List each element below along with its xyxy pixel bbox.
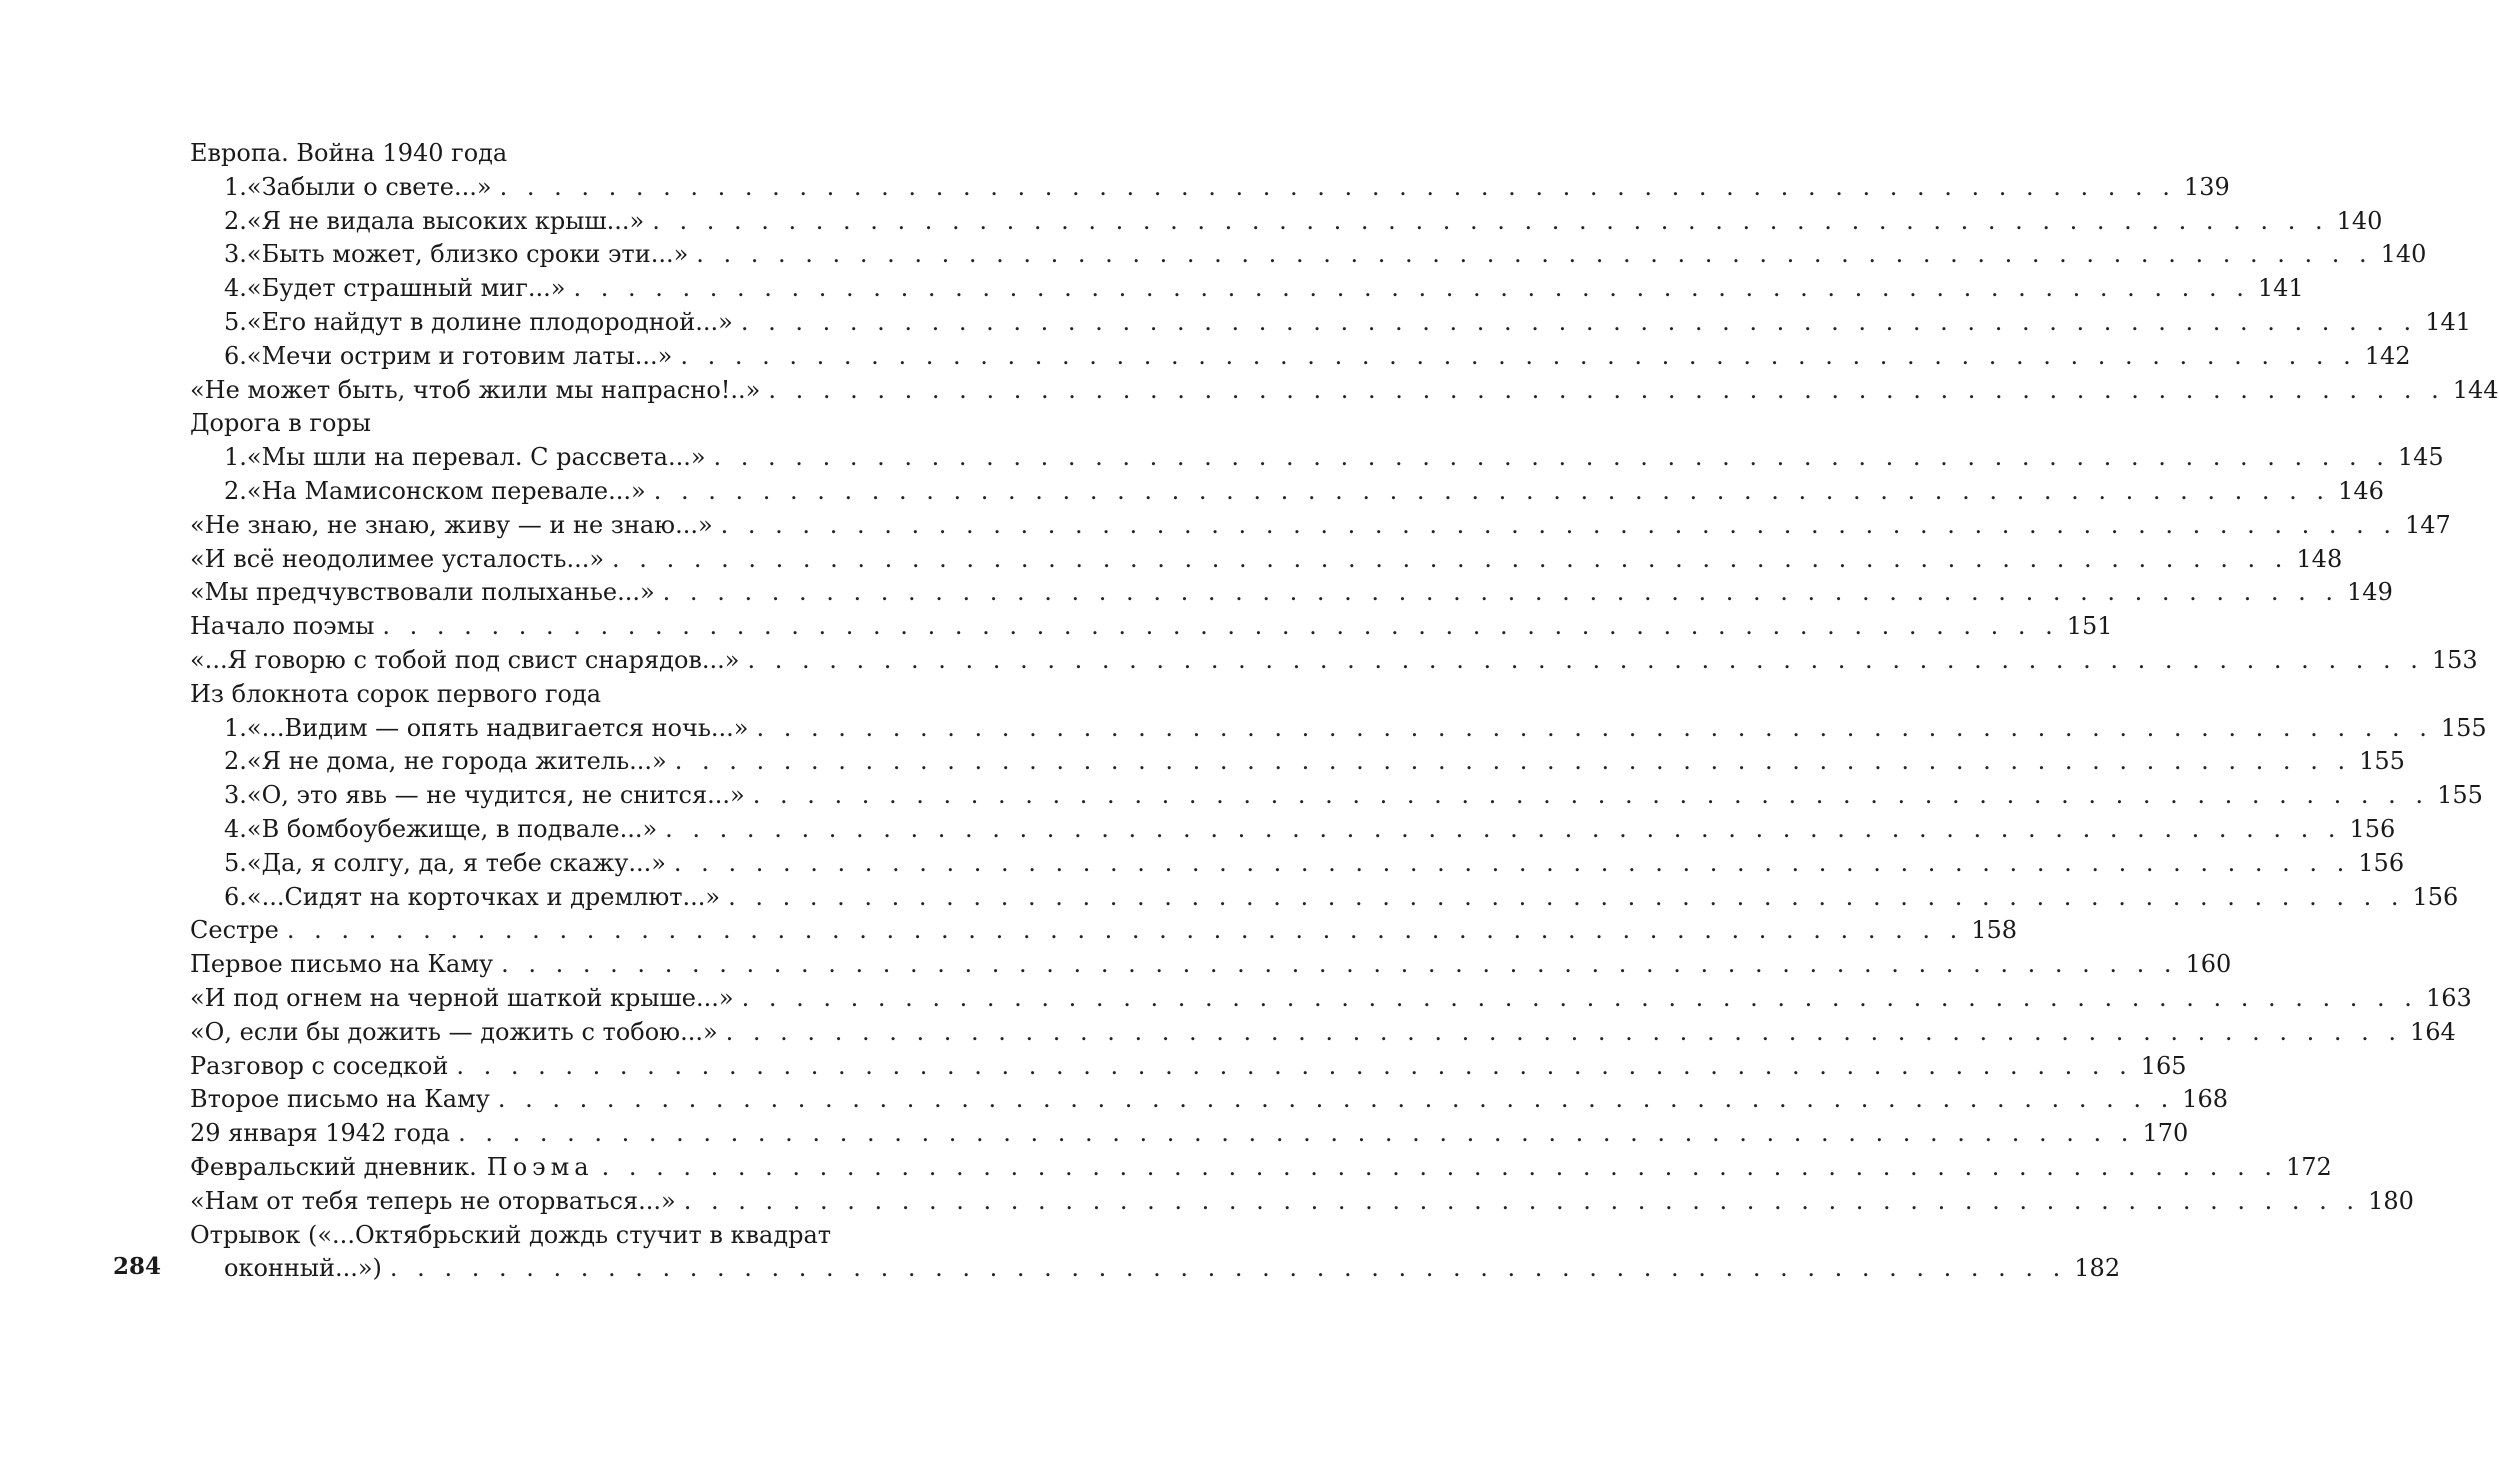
toc-entry — [190, 1219, 884, 1253]
toc-entry — [190, 509, 2451, 543]
toc-entry-page: 163 — [2425, 983, 2472, 1012]
toc-entry-number: 1. — [224, 172, 247, 201]
toc-entry-page: 164 — [2410, 1017, 2456, 1046]
toc-entry — [190, 306, 2471, 340]
toc-entry-title: «На Мамисонском перевале...» — [246, 476, 646, 505]
toc-entry-title: Второе письмо на Каму — [190, 1085, 490, 1114]
toc-entry-title: «Забыли о свете...» — [246, 172, 492, 201]
toc-entry-page: 158 — [1971, 916, 2018, 945]
toc-entry-page: 147 — [2405, 510, 2451, 539]
dot-leader: . . . . . . . . . . . . . . . . . . . . . . . . . . . . . . . . . . . . . . . . . . . . . . . . . . . . . . . . . . . . . . — [673, 848, 2351, 877]
toc-entry-number: 2. — [224, 747, 247, 776]
toc-entry-page: 148 — [2296, 544, 2343, 573]
toc-entry-title: «И под огнем на черной шаткой крыше...» — [190, 983, 734, 1012]
toc-entry — [190, 881, 2459, 915]
toc-entry-title: оконный...») — [224, 1254, 382, 1283]
toc-entry-title: «Быть может, близко сроки эти...» — [246, 240, 689, 269]
toc-entry-title: «Я не дома, не города житель...» — [246, 747, 667, 776]
toc-entry-title: «Будет страшный миг...» — [246, 274, 566, 303]
toc-entry — [190, 340, 2411, 374]
toc-entry-page: 142 — [2364, 341, 2411, 370]
toc-entry — [190, 1117, 2189, 1151]
toc-entry-page: 160 — [2185, 950, 2232, 979]
dot-leader: . . . . . . . . . . . . . . . . . . . . . . . . . . . . . . . . . . . . . . . . . . . . . . . . . . . . . . . . . . . . . . — [389, 1254, 2067, 1283]
dot-leader: . . . . . . . . . . . . . . . . . . . . . . . . . . . . . . . . . . . . . . . . . . . . . . . . . . . . . . . . . . . . . . — [665, 814, 2342, 843]
toc-entry-title: Разговор с соседкой — [190, 1051, 449, 1080]
toc-entry — [190, 137, 884, 171]
toc-entry — [190, 374, 2499, 408]
table-of-contents — [190, 137, 2499, 1286]
toc-entry-page: 141 — [2425, 307, 2471, 336]
dot-leader: . . . . . . . . . . . . . . . . . . . . . . . . . . . . . . . . . . . . . . . . . . . . . . . . . . . . . . . . . . . . . . — [662, 578, 2340, 607]
toc-entry-number: 1. — [224, 443, 247, 472]
toc-entry-title: «Да, я солгу, да, я тебе скажу...» — [246, 848, 666, 877]
toc-entry-number: 4. — [224, 814, 247, 843]
toc-entry — [190, 1083, 2229, 1117]
toc-entry-number: 2. — [224, 206, 247, 235]
toc-entry-page: 156 — [2358, 848, 2405, 877]
toc-entry-page: 141 — [2257, 274, 2304, 303]
toc-entry-page: 170 — [2142, 1119, 2189, 1148]
toc-entry-page: 144 — [2452, 375, 2499, 404]
toc-entry — [190, 1016, 2456, 1050]
dot-leader: . . . . . . . . . . . . . . . . . . . . . . . . . . . . . . . . . . . . . . . . . . . . . . . . . . . . . . . . . . . . . . — [752, 781, 2430, 810]
toc-entry-title: «В бомбоубежище, в подвале...» — [246, 814, 658, 843]
toc-entry-title: Начало поэмы — [190, 612, 375, 641]
toc-entry — [190, 1185, 2414, 1219]
toc-entry-number: 3. — [224, 781, 247, 810]
toc-entry-title: «И всё неодолимее усталость...» — [190, 544, 605, 573]
toc-entry-title: «Мечи острим и готовим латы...» — [246, 341, 673, 370]
toc-entry — [190, 779, 2483, 813]
dot-leader: . . . . . . . . . . . . . . . . . . . . . . . . . . . . . . . . . . . . . . . . . . . . . . . . . . . . . . . . . . . . . . — [741, 983, 2418, 1012]
toc-entry — [190, 171, 2230, 205]
toc-entry-page: 149 — [2347, 578, 2393, 607]
toc-entry-title: «О, если бы дожить — дожить с тобою...» — [190, 1017, 718, 1046]
toc-entry — [190, 441, 2444, 475]
toc-entry-title: 29 января 1942 года — [190, 1119, 451, 1148]
toc-entry-page: 151 — [2066, 612, 2113, 641]
toc-entry-page: 168 — [2182, 1085, 2229, 1114]
toc-entry-title: «...Сидят на корточках и дремлют...» — [246, 882, 721, 911]
toc-entry — [190, 1252, 2121, 1286]
dot-leader: . . . . . . . . . . . . . . . . . . . . . . . . . . . . . . . . . . . . . . . . . . . . . . . . . . . . . . . . . . . . . . — [499, 172, 2176, 201]
toc-entry-title: «Не знаю, не знаю, живу — и не знаю...» — [190, 510, 713, 539]
toc-entry-title: «Не может быть, чтоб жили мы напрасно!..» — [190, 375, 761, 404]
dot-leader: . . . . . . . . . . . . . . . . . . . . . . . . . . . . . . . . . . . . . . . . . . . . . . . . . . . . . . . . . . . . . . — [683, 1186, 2361, 1215]
toc-entry-number: 1. — [224, 713, 247, 742]
toc-entry-page: 153 — [2431, 645, 2478, 674]
dot-leader: . . . . . . . . . . . . . . . . . . . . . . . . . . . . . . . . . . . . . . . . . . . . . . . . . . . . . . . . . . . . . . — [747, 645, 2424, 674]
dot-leader: . . . . . . . . . . . . . . . . . . . . . . . . . . . . . . . . . . . . . . . . . . . . . . . . . . . . . . . . . . . . . . — [456, 1051, 2133, 1080]
dot-leader: . . . . . . . . . . . . . . . . . . . . . . . . . . . . . . . . . . . . . . . . . . . . . . . . . . . . . . . . . . . . . . — [601, 1152, 2278, 1181]
toc-entry-page: 155 — [2440, 713, 2487, 742]
dot-leader: . . . . . . . . . . . . . . . . . . . . . . . . . . . . . . . . . . . . . . . . . . . . . . . . . . . . . . . . . . . . . . — [458, 1119, 2135, 1148]
dot-leader: . . . . . . . . . . . . . . . . . . . . . . . . . . . . . . . . . . . . . . . . . . . . . . . . . . . . . . . . . . . . . . — [612, 544, 2289, 573]
toc-entry-page: 140 — [2380, 240, 2427, 269]
toc-entry-title: Отрывок («...Октябрьский дождь стучит в квадрат — [190, 1220, 832, 1249]
toc-entry-title: Первое письмо на Каму — [190, 950, 494, 979]
dot-leader: . . . . . . . . . . . . . . . . . . . . . . . . . . . . . . . . . . . . . . . . . . . . . . . . . . . . . . . . . . . . . . — [725, 1017, 2403, 1046]
toc-entry-title: «...Видим — опять надвигается ночь...» — [246, 713, 749, 742]
toc-entry-title: Европа. Война 1940 года — [190, 139, 508, 167]
dot-leader: . . . . . . . . . . . . . . . . . . . . . . . . . . . . . . . . . . . . . . . . . . . . . . . . . . . . . . . . . . . . . . — [497, 1085, 2175, 1114]
toc-entry-number: 3. — [224, 240, 247, 269]
dot-leader: . . . . . . . . . . . . . . . . . . . . . . . . . . . . . . . . . . . . . . . . . . . . . . . . . . . . . . . . . . . . . . — [768, 375, 2445, 404]
toc-entry — [190, 475, 2384, 509]
dot-leader: . . . . . . . . . . . . . . . . . . . . . . . . . . . . . . . . . . . . . . . . . . . . . . . . . . . . . . . . . . . . . . — [652, 206, 2329, 235]
toc-entry — [190, 238, 2427, 272]
toc-entry-number: 6. — [224, 341, 247, 370]
toc-entry-page: 146 — [2338, 476, 2384, 505]
toc-entry — [190, 948, 2232, 982]
toc-entry — [190, 982, 2472, 1016]
dot-leader: . . . . . . . . . . . . . . . . . . . . . . . . . . . . . . . . . . . . . . . . . . . . . . . . . . . . . . . . . . . . . . — [740, 307, 2418, 336]
toc-entry-title: «О, это явь — не чудится, не снится...» — [246, 781, 745, 810]
toc-entry-number: 5. — [224, 848, 247, 877]
toc-entry-page: 156 — [2412, 882, 2459, 911]
toc-entry — [190, 914, 2018, 948]
toc-entry-title: «Нам от тебя теперь не оторваться...» — [190, 1186, 676, 1215]
toc-entry-page: 155 — [2437, 781, 2483, 810]
toc-entry-title: «Его найдут в долине плодородной...» — [246, 307, 733, 336]
toc-entry-number: 6. — [224, 882, 247, 911]
toc-entry-page: 180 — [2368, 1186, 2414, 1215]
toc-entry-title: Из блокнота сорок первого года — [190, 679, 602, 708]
toc-entry-page: 182 — [2074, 1254, 2121, 1283]
toc-entry — [190, 1151, 2332, 1185]
toc-entry-title: «Мы шли на перевал. С рассвета...» — [246, 443, 706, 472]
toc-entry — [190, 407, 884, 441]
toc-entry — [190, 610, 2113, 644]
toc-entry-page: 145 — [2397, 443, 2444, 472]
toc-entry-page: 172 — [2285, 1152, 2332, 1181]
dot-leader: . . . . . . . . . . . . . . . . . . . . . . . . . . . . . . . . . . . . . . . . . . . . . . . . . . . . . . . . . . . . . . — [382, 612, 2059, 641]
dot-leader: . . . . . . . . . . . . . . . . . . . . . . . . . . . . . . . . . . . . . . . . . . . . . . . . . . . . . . . . . . . . . . — [286, 916, 1964, 945]
toc-entry — [190, 272, 2304, 306]
dot-leader: . . . . . . . . . . . . . . . . . . . . . . . . . . . . . . . . . . . . . . . . . . . . . . . . . . . . . . . . . . . . . . — [728, 882, 2405, 911]
page-number: 284 — [113, 1253, 162, 1280]
toc-entry — [190, 678, 884, 712]
toc-entry-page: 139 — [2183, 172, 2230, 201]
toc-entry-number: 2. — [224, 476, 247, 505]
toc-entry-title: Сестре — [190, 916, 279, 945]
toc-entry — [190, 712, 2487, 746]
dot-leader: . . . . . . . . . . . . . . . . . . . . . . . . . . . . . . . . . . . . . . . . . . . . . . . . . . . . . . . . . . . . . . — [680, 341, 2357, 370]
toc-entry-title: Дорога в горы — [190, 409, 371, 438]
toc-entry-title: Февральский дневник. — [190, 1152, 477, 1181]
toc-entry — [190, 644, 2478, 678]
toc-entry — [190, 745, 2405, 779]
dot-leader: . . . . . . . . . . . . . . . . . . . . . . . . . . . . . . . . . . . . . . . . . . . . . . . . . . . . . . . . . . . . . . — [653, 476, 2331, 505]
toc-entry-title-extra: Поэма — [486, 1152, 594, 1181]
toc-entry-title: «Мы предчувствовали полыханье...» — [190, 578, 655, 607]
dot-leader: . . . . . . . . . . . . . . . . . . . . . . . . . . . . . . . . . . . . . . . . . . . . . . . . . . . . . . . . . . . . . . — [674, 747, 2352, 776]
dot-leader: . . . . . . . . . . . . . . . . . . . . . . . . . . . . . . . . . . . . . . . . . . . . . . . . . . . . . . . . . . . . . . — [756, 713, 2433, 742]
dot-leader: . . . . . . . . . . . . . . . . . . . . . . . . . . . . . . . . . . . . . . . . . . . . . . . . . . . . . . . . . . . . . . — [720, 510, 2398, 539]
dot-leader: . . . . . . . . . . . . . . . . . . . . . . . . . . . . . . . . . . . . . . . . . . . . . . . . . . . . . . . . . . . . . . — [573, 274, 2250, 303]
toc-entry-title: «...Я говорю с тобой под свист снарядов...» — [190, 645, 740, 674]
toc-entry-page: 156 — [2349, 814, 2396, 843]
toc-entry-number: 5. — [224, 307, 247, 336]
dot-leader: . . . . . . . . . . . . . . . . . . . . . . . . . . . . . . . . . . . . . . . . . . . . . . . . . . . . . . . . . . . . . . — [713, 443, 2390, 472]
toc-entry-page: 155 — [2359, 747, 2405, 776]
toc-entry — [190, 576, 2393, 610]
toc-entry — [190, 543, 2343, 577]
toc-entry — [190, 847, 2405, 881]
dot-leader: . . . . . . . . . . . . . . . . . . . . . . . . . . . . . . . . . . . . . . . . . . . . . . . . . . . . . . . . . . . . . . — [501, 950, 2178, 979]
dot-leader: . . . . . . . . . . . . . . . . . . . . . . . . . . . . . . . . . . . . . . . . . . . . . . . . . . . . . . . . . . . . . . — [696, 240, 2373, 269]
toc-entry-page: 140 — [2336, 206, 2383, 235]
toc-entry-number: 4. — [224, 274, 247, 303]
toc-entry-page: 165 — [2140, 1051, 2187, 1080]
toc-entry — [190, 205, 2383, 239]
toc-entry — [190, 1050, 2187, 1084]
toc-entry — [190, 813, 2396, 847]
toc-entry-title: «Я не видала высоких крыш...» — [246, 206, 645, 235]
